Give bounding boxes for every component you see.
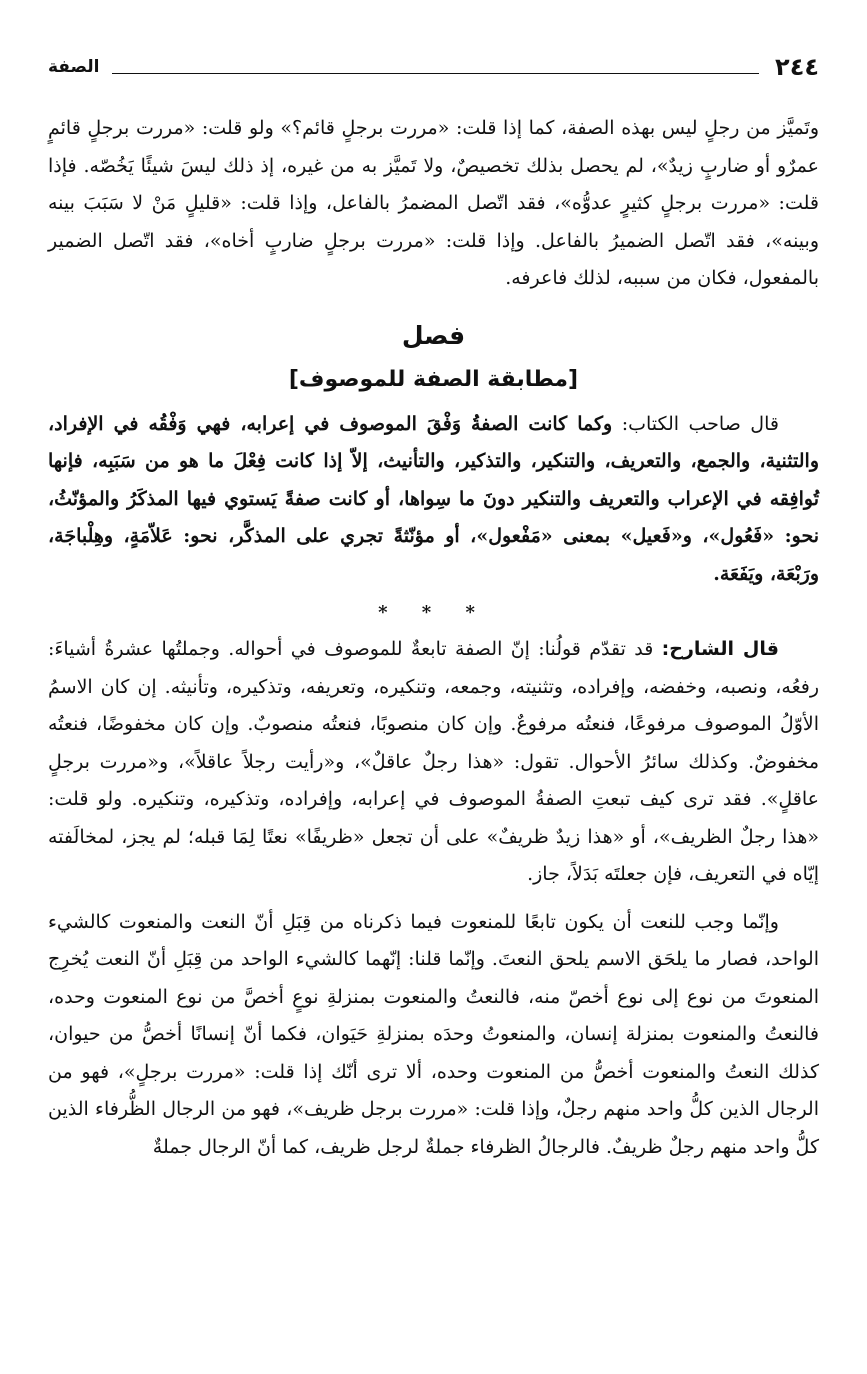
sharh-label: قال الشارح: [661,638,779,660]
header-rule [112,73,760,74]
sharh-paragraph-2: وإنّما وجب للنعت أن يكون تابعًا للمنعوت فيما ذكرناه من قِبَلِ أنّ النعت والمنعوت كالشيء الواحد، فصار ما يلحَق الاسم يلحق النعتَ. وإنّما قلنا: إنّهما كالشيء الواحد من قِبَلِ أنّ النعت يُخرِج المنعوتَ من نوع إلى نوع أخصّ منه، فالنعتُ والمنعوت بمنزلةِ نوعٍ أخصَّ من نوع المنعوت وحده، فالنعتُ والمنعوت بمنزلة إنسان، والمنعوتُ وحدَه بمنزلةِ حَيَوان، فكما أنّ إنسانًا أخصُّ من حيوان، كذلك النعتُ والمنعوت أخصُّ من المنعوت وحده، ألا ترى أنّك إذا قلت: «مررت برجلٍ»، فهو من الرجال الذين كلُّ واحد منهم رجلٌ، وإذا قلت: «مررت برجل ظريف»، فهو من الرجال الظُّرفاء الذين كلُّ واحد منهم رجلٌ ظريفٌ. فالرجالُ الظرفاء جملةٌ لرجل ظريف، كما أنّ الرجال جملةٌ [48,910,819,1158]
section-heading: فصل [401,320,466,350]
matn-label: قال صاحب الكتاب: [621,412,779,435]
section-subheading: [مطابقة الصفة للموصوف] [288,366,579,392]
matn-paragraph [48,406,819,594]
page-header [48,52,819,82]
sharh-text-1: قد تقدّم قولُنا: إنّ الصفة تابعةٌ للموصوف في أحواله. وجملتُها عشرةُ أشياءَ: رفعُه، ونصبه، وخفضه، وإفراده، وتثنيته، وجمعه، وتنكيره، وتعريفه، وتذكيره، وتأنيثه. إن كان الاسمُ الأوّلُ الموصوف مرفوعًا، فنعتُه مرفوعٌ. وإن كان منصوبًا، فنعتُه منصوبٌ. وإن كان مخفوضًا، فنعتُه مخفوضٌ. وكذلك سائرُ الأحوال. تقول: «هذا رجلٌ عاقلٌ»، و«رأيت رجلاً عاقلاً»، و«مررت برجلٍ عاقلٍ». فقد ترى كيف تبعتِ الصفةُ الموصوف في إعرابه، وإفراده، وتذكيره، وتنكيره. ولو قلت: «هذا رجلٌ الظريف»، أو «هذا زيدٌ ظريفٌ» على أن تجعل «ظريفًا» نعتًا لِمَا قبله؛ لم يجز، لمخالَفته إيّاه في التعريف، فإن جعلتَه بَدَلاً، جاز. [48,638,819,885]
section-separator: * * * [378,602,489,623]
intro-paragraph: وتَميَّز من رجلٍ ليس بهذه الصفة، كما إذا قلت: «مررت برجلٍ قائم؟» ولو قلت: «مررت برجلٍ قائمٍ عمرٌو أو ضاربٍ زيدٌ»، لم يحصل بذلك تخصيصٌ، ولا تَميَّز به من غيره، إذ ذلك ليسَ شيئًا يَخُصّه. فإذا قلت: «مررت برجلٍ كثيرٍ عدوُّه»، فقد اتّصل المضمرُ بالفاعل، وإذا قلت: «قليلٍ مَنْ لا سَبَبَ بينه وبينه»، فقد اتّصل الضميرُ بالفاعل. وإذا قلت: «مررت برجلٍ ضاربٍ أخاه»، فقد اتّصل الضمير بالمفعول، فكان من سببه، لذلك فاعرفه. [48,117,819,289]
page-number: ٢٤٤ [775,53,819,81]
sharh-paragraph-1 [48,631,819,894]
matn-text: وكما كانت الصفةُ وَفْقَ الموصوف في إعرابه، فهي وَفْقُه في الإفراد، والتثنية، والجمع، والتعريف، والتنكير، والتذكير، والتأنيث، إلاّ إذا كانت فِعْلَ ما هو من سَبَبِه، فإنها تُوافِقه في الإعراب والتعريف والتنكير دونَ ما سِواها، أو كانت صفةً يَستوي فيها المذكَرُ والمؤنّثُ، نحو: «فَعُول»، و«فَعيل» بمعنى «مَفْعول»، أو مؤنّثةً تجري على المذكَّر، نحو: عَلاّمَةٍ، وهِلْباجَة، ورَبْعَة، ويَفَعَة. [48,412,819,585]
running-title: الصفة [48,57,100,77]
